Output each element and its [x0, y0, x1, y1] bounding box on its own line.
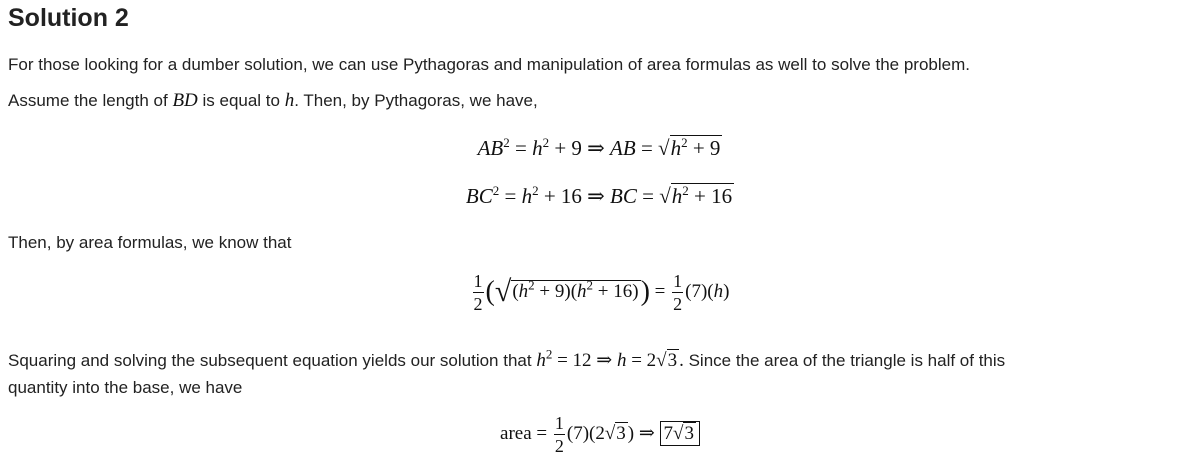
final-answer-box: 7√3 [660, 421, 700, 446]
intro-paragraph: For those looking for a dumber solution, we can use Pythagoras and manipulation of area formulas as well to solve the problem. [8, 55, 970, 74]
equation-final-area: area = $\frac{1}{2}$ (7)(2√3 ) ⇒ 7√3 [0, 414, 1200, 455]
solution-heading: Solution 2 [8, 4, 129, 32]
area-formula-paragraph: Then, by area formulas, we know that [8, 233, 292, 252]
assumption-paragraph: Assume the length of BD is equal to h. Then, by Pythagoras, we have, [8, 90, 538, 111]
equation-area-equality: $\frac{1}{2}$ $(√(h^2 + 9)(h^2 + 16))$ = $\frac{1}{2}$ (7)(h) [473, 271, 730, 314]
math-h: h [284, 90, 295, 111]
equation-bc: $BC^2 = h^2 + 16$ ⇒ BC = $√h^2 + 16$ [465, 183, 733, 208]
math-bd: BD [172, 90, 198, 111]
math-h-solution: $h^2 = 12$ ⇒ h = 2√3 . [536, 346, 684, 371]
solving-paragraph-line2: quantity into the base, we have [8, 378, 243, 397]
equation-ab: $AB^2 = h^2 + 9$ ⇒ AB = $√h^2 + 9$ [477, 135, 721, 160]
solving-paragraph: Squaring and solving the subsequent equation yields our solution that $h^2 = 12$ ⇒ h = 2√3 . Since the area of the triangle is half of this [8, 346, 1006, 371]
